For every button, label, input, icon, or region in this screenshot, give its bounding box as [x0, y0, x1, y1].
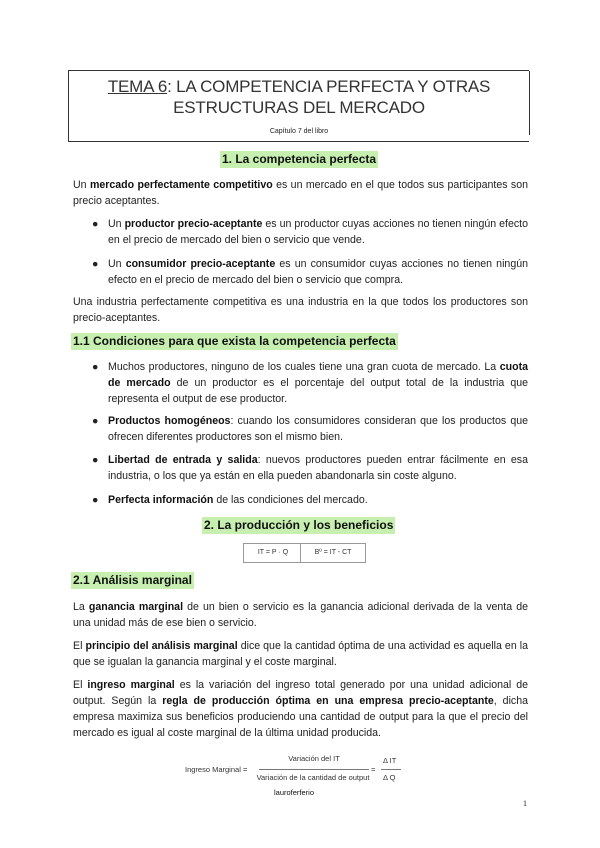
section-heading-1: 1. La competencia perfecta [222, 152, 377, 166]
page-title [69, 76, 529, 118]
c2-post: : cuando los consumidores consideran que los productos que ofrecen diferentes productores son el mismo bien. [108, 415, 528, 443]
p1-bold: mercado perfectamente competitivo [89, 179, 273, 191]
formula-ingreso-total: IT = P · Q [243, 543, 303, 563]
c1-bold: cuota de mercado [108, 361, 528, 389]
formula-label: Ingreso Marginal = [185, 765, 248, 774]
paragraph-2: Una industria perfectamente competitiva es una industria en la que todos los productores son precio-aceptantes. [73, 296, 528, 324]
p5-post: , dicha empresa maximiza sus beneficios produciendo una cantidad de output para la que el precio del mercado es igual al coste marginal de la última unidad producida. [73, 695, 529, 739]
delta-fraction-bar [381, 769, 401, 770]
title-topic: TEMA 6 [107, 77, 168, 96]
bullet-icon: ● [92, 218, 99, 230]
formula-delta-numerator: Δ IT [383, 756, 397, 765]
p3-post: de un bien o servicio es la ganancia adicional derivada de la venta de una unidad más de ese bien o servicio. [73, 601, 528, 629]
bullet-icon: ● [92, 415, 99, 427]
b2-bold: consumidor precio-aceptante [125, 258, 276, 270]
title-box-edge [529, 71, 530, 135]
bullet-icon: ● [92, 361, 99, 373]
b2-post: es un consumidor cuyas acciones no tienen ningún efecto en el precio de mercado del bien o servicio que compra. [108, 258, 528, 286]
list-item [92, 216, 528, 248]
list-item [92, 413, 528, 445]
b1-pre: Un [108, 218, 125, 230]
p4-pre: El [73, 640, 86, 652]
b1-bold: productor precio-aceptante [124, 218, 263, 230]
bullet-icon: ● [92, 454, 99, 466]
bullet-icon: ● [92, 258, 99, 270]
p5-mid: es la variación del ingreso total generado por una unidad adicional de output. Según la [73, 679, 528, 707]
c2-bold: Productos homogéneos [108, 415, 231, 427]
p4-post: dice que la cantidad óptima de una actividad es aquella en la que se igualan la ganancia marginal y el coste marginal. [73, 640, 528, 668]
p5-bold: ingreso marginal [87, 679, 175, 691]
title-line2: ESTRUCTURAS DEL MERCADO [173, 98, 425, 117]
p5-pre: El [73, 679, 88, 691]
bullet-icon: ● [92, 494, 99, 506]
page-number: 1 [523, 799, 527, 808]
fraction-bar [259, 769, 369, 770]
p1-pre: Un [73, 179, 90, 191]
c1-post: de un productor es el porcentaje del output total de la industria que representa el output de ese productor. [108, 377, 528, 405]
subtitle: Capítulo 7 del libro [269, 128, 329, 135]
p1-post: es un mercado en el que todos sus participantes son precio aceptantes. [73, 179, 528, 207]
p4-bold: principio del análisis marginal [85, 640, 238, 652]
b2-pre: Un [108, 258, 126, 270]
paragraph-1 [73, 177, 528, 209]
paragraph-3 [73, 599, 528, 631]
formula-equals: = [371, 765, 376, 774]
list-item [92, 492, 528, 508]
c1-pre: Muchos productores, ninguno de los cuales tiene una gran cuota de mercado. La [108, 361, 500, 373]
formula-delta-denominator: Δ Q [383, 773, 396, 782]
c3-bold: Libertad de entrada y salida [108, 454, 258, 466]
formula-denominator: Variación de la cantidad de output [256, 773, 370, 782]
title-rest: : LA COMPETENCIA PERFECTA Y OTRAS [167, 77, 491, 96]
list-item [92, 452, 528, 484]
paragraph-4 [73, 638, 528, 670]
section-heading-2-1: 2.1 Análisis marginal [73, 573, 192, 587]
list-item [92, 256, 528, 288]
section-heading-2: 2. La producción y los beneficios [204, 518, 394, 532]
p5-bold2: regla de producción óptima en una empresa precio-aceptante [162, 695, 494, 707]
formula-numerator: Variación del IT [288, 754, 340, 763]
c3-post: : nuevos productores pueden entrar fácilmente en esa industria, o los que ya están en ella pueden abandonarla sin coste alguno. [108, 454, 528, 482]
list-item [92, 359, 528, 407]
paragraph-5 [73, 677, 528, 741]
formula-beneficio: Bº = IT - CT [300, 543, 366, 563]
section-heading-1-1: 1.1 Condiciones para que exista la competencia perfecta [73, 334, 396, 348]
p3-bold: ganancia marginal [88, 601, 184, 613]
b1-post: es un productor cuyas acciones no tienen ningún efecto en el precio de mercado del bien o servicio que vende. [108, 218, 528, 246]
watermark: lauroferferio [274, 788, 315, 797]
p3-pre: La [73, 601, 89, 613]
title-box [68, 70, 529, 142]
c4-bold: Perfecta información [108, 494, 214, 506]
c4-post: de las condiciones del mercado. [213, 494, 368, 506]
